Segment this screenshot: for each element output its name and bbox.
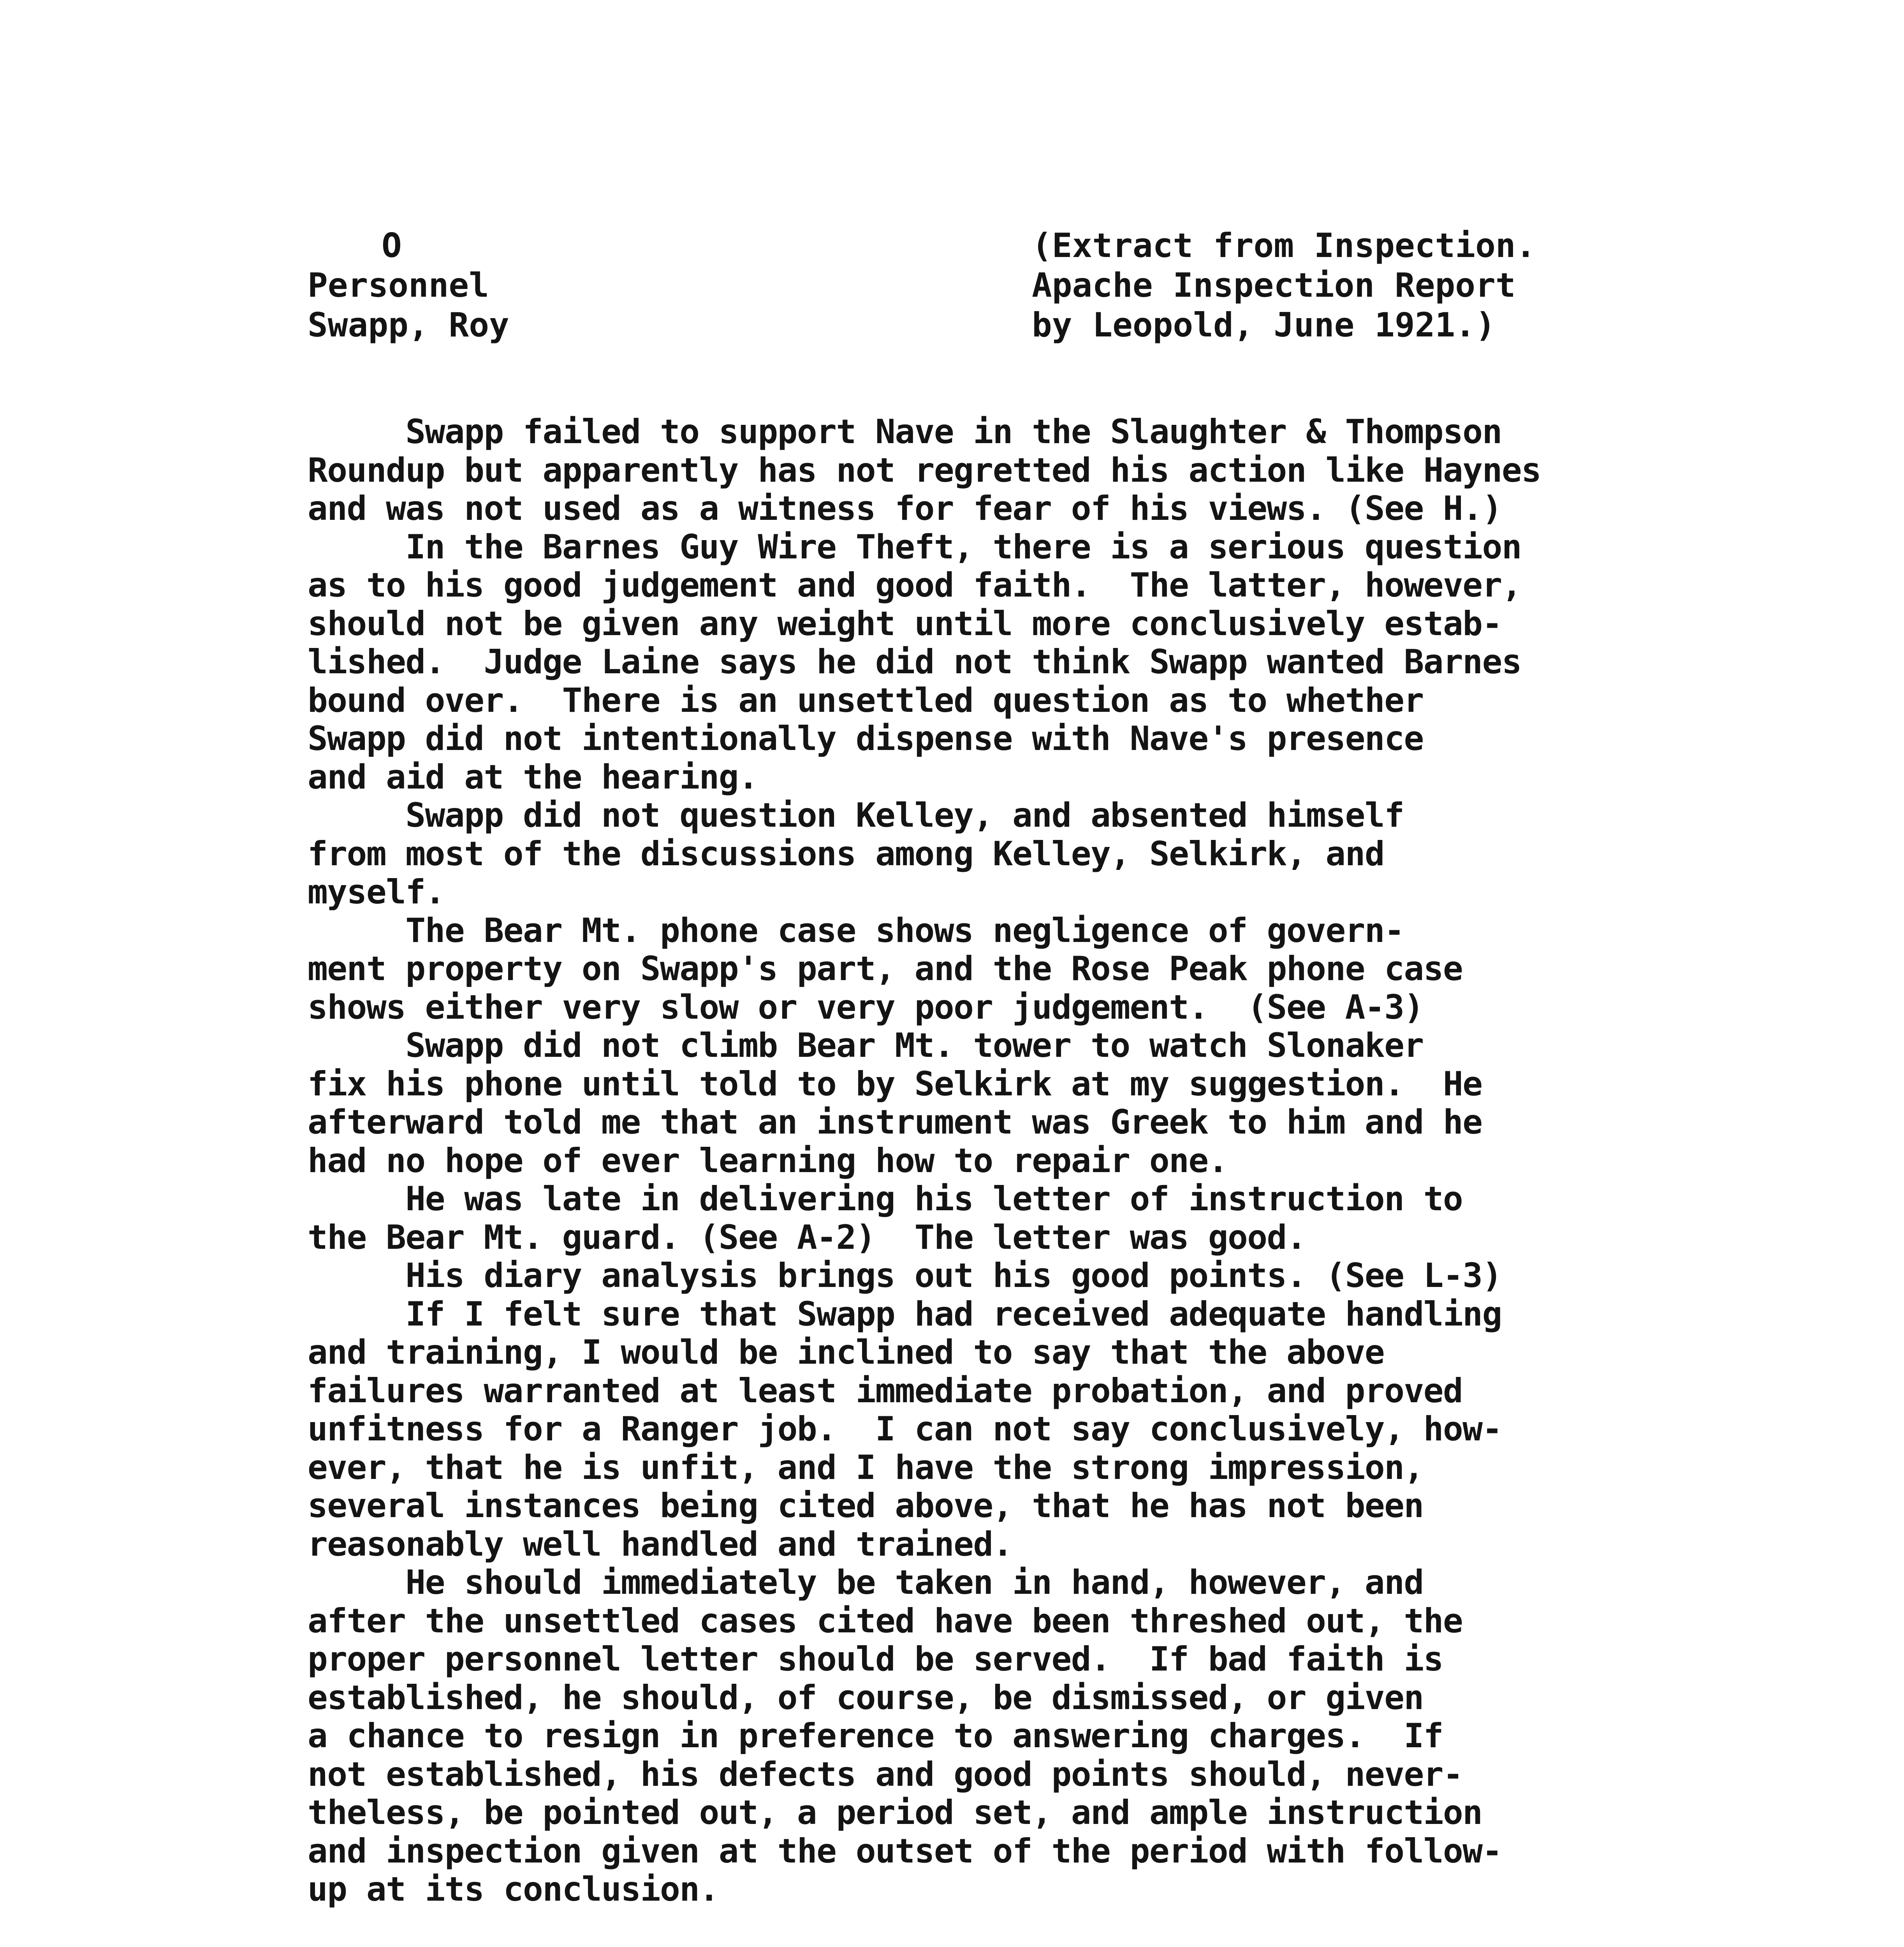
body-line: reasonably well handled and trained.	[308, 1525, 1012, 1564]
body-line: fix his phone until told to by Selkirk at my suggestion. He	[308, 1064, 1482, 1104]
file-label-block	[308, 226, 892, 345]
body-line: If I felt sure that Swapp had received adequate handling	[308, 1294, 1502, 1334]
body-line: Roundup but apparently has not regretted his action like Haynes	[308, 451, 1541, 490]
body-line: and aid at the hearing.	[308, 757, 758, 797]
body-line: had no hope of ever learning how to repair one.	[308, 1141, 1228, 1180]
body-line: as to his good judgement and good faith. The latter, however,	[308, 566, 1522, 605]
body-line: Swapp did not intentionally dispense with Nave's presence	[308, 719, 1424, 758]
body-line: ment property on Swapp's part, and the Rose Peak phone case	[308, 949, 1463, 988]
body-line: He should immediately be taken in hand, however, and	[308, 1563, 1424, 1602]
body-line: after the unsettled cases cited have been threshed out, the	[308, 1601, 1463, 1641]
body-line: should not be given any weight until more conclusively estab-	[308, 604, 1502, 643]
body-line: proper personnel letter should be served. If bad faith is	[308, 1640, 1443, 1679]
body-line: bound over. There is an unsettled question as to whether	[308, 681, 1424, 720]
body-line: a chance to resign in preference to answering charges. If	[308, 1716, 1443, 1755]
body-line: from most of the discussions among Kelley, Selkirk, and	[308, 834, 1385, 873]
body-line: not established, his defects and good points should, never-	[308, 1755, 1463, 1794]
source-note-line-2: Apache Inspection Report	[1032, 266, 1516, 305]
body-line: unfitness for a Ranger job. I can not say conclusively, how-	[308, 1410, 1502, 1449]
body-line: the Bear Mt. guard. (See A-2) The letter was good.	[308, 1218, 1306, 1257]
body-line: He was late in delivering his letter of instruction to	[308, 1179, 1463, 1218]
body-line: and inspection given at the outset of the period with follow-	[308, 1831, 1502, 1871]
body-line: The Bear Mt. phone case shows negligence of govern-	[308, 911, 1404, 950]
body-line: ever, that he is unfit, and I have the strong impression,	[308, 1448, 1424, 1487]
body-line: shows either very slow or very poor judgement. (See A-3)	[308, 988, 1424, 1027]
source-note-line-3: by Leopold, June 1921.)	[1032, 306, 1496, 345]
body-line: lished. Judge Laine says he did not think Swapp wanted Barnes	[308, 643, 1522, 681]
body-line: and training, I would be inclined to say that the above	[308, 1333, 1385, 1372]
body-line: established, he should, of course, be dismissed, or given	[308, 1678, 1424, 1717]
body-line: afterward told me that an instrument was Greek to him and he	[308, 1103, 1482, 1142]
body-line: and was not used as a witness for fear of his views. (See H.)	[308, 489, 1502, 528]
source-note-line-1: (Extract from Inspection.	[1032, 226, 1536, 265]
file-code: O	[382, 226, 402, 265]
body-line: failures warranted at least immediate probation, and proved	[308, 1371, 1463, 1410]
body-line: theless, be pointed out, a period set, and ample instruction	[308, 1793, 1482, 1832]
body-line: several instances being cited above, that he has not been	[308, 1486, 1424, 1525]
body-text	[308, 413, 1787, 1909]
file-category: Personnel	[308, 266, 489, 305]
body-line: Swapp failed to support Nave in the Slaughter & Thompson	[308, 412, 1502, 451]
body-line: myself.	[308, 873, 445, 912]
file-subject-name: Swapp, Roy	[308, 306, 509, 345]
body-line: Swapp did not question Kelley, and absented himself	[308, 796, 1404, 835]
source-note-block	[1032, 226, 1811, 345]
body-line: up at its conclusion.	[308, 1870, 719, 1909]
body-line: Swapp did not climb Bear Mt. tower to watch Slonaker	[308, 1026, 1424, 1065]
body-line: In the Barnes Guy Wire Theft, there is a serious question	[308, 527, 1522, 567]
body-line: His diary analysis brings out his good points. (See L-3)	[308, 1256, 1502, 1295]
